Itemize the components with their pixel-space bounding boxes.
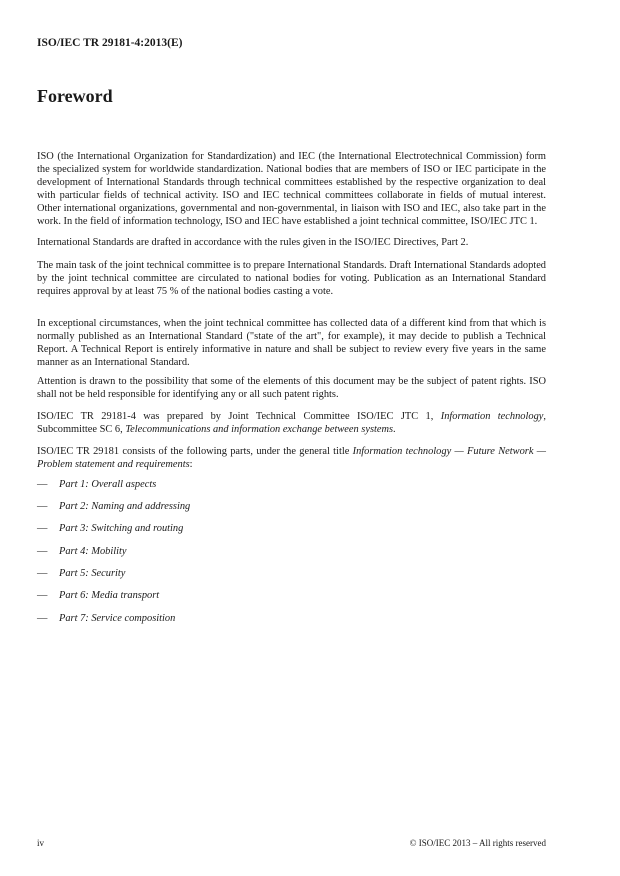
- section-title: Foreword: [37, 86, 113, 106]
- text: ISO/IEC TR 29181-4 was prepared by Joint Technical Committee ISO/IEC JTC 1,: [37, 411, 441, 422]
- text: :: [189, 459, 193, 470]
- dash: —: [37, 479, 48, 490]
- page-number: iv: [37, 838, 45, 848]
- copyright: © ISO/IEC 2013 – All rights reserved: [409, 838, 546, 848]
- list-item: [37, 612, 546, 625]
- text-italic: Telecommunications and information exchange between systems: [125, 424, 394, 435]
- paragraph: International Standards are drafted in accordance with the rules given in the ISO/IEC Directives, Part 2.: [37, 237, 469, 248]
- text: , Subcommittee SC 6,: [37, 411, 546, 435]
- text: .: [393, 424, 396, 435]
- part-title: Part 4: Mobility: [59, 546, 127, 557]
- paragraph: ISO (the International Organization for Standardization) and IEC (the International Electrotechnical Commission) form the specialized system for worldwide standardization. National bodies that are members of ISO or IEC participate in the development of International Standards through technical committees established by the respective organization to deal with particular fields of technical activity. ISO and IEC technical committees collaborate in fields of mutual interest. Other international organizations, governmental and non-governmental, in liaison with ISO and IEC, also take part in the work. In the field of information technology, ISO and IEC have established a joint technical committee, ISO/IEC JTC 1.: [37, 151, 546, 227]
- list-item: [37, 522, 546, 535]
- part-title: Part 6: Media transport: [59, 590, 160, 601]
- list-item: [37, 545, 546, 558]
- part-title: Part 7: Service composition: [59, 613, 176, 624]
- document-header: ISO/IEC TR 29181-4:2013(E): [37, 37, 183, 49]
- dash: —: [37, 613, 48, 624]
- text-italic: Information technology: [440, 411, 544, 422]
- list-item: [37, 567, 546, 580]
- dash: —: [37, 523, 48, 534]
- dash: —: [37, 590, 48, 601]
- dash: —: [37, 546, 48, 557]
- text: ISO/IEC TR 29181 consists of the following parts, under the general title: [37, 446, 353, 457]
- part-title: Part 1: Overall aspects: [59, 479, 157, 490]
- dash: —: [37, 501, 48, 512]
- paragraph: Attention is drawn to the possibility that some of the elements of this document may be the subject of patent rights. ISO shall not be held responsible for identifying any or all such patent rights.: [37, 376, 546, 400]
- paragraph-parts-intro: [37, 445, 546, 471]
- list-item: [37, 500, 546, 513]
- list-item: [37, 589, 546, 602]
- paragraph-prepared-by: [37, 410, 546, 436]
- part-title: Part 3: Switching and routing: [59, 523, 184, 534]
- paragraph: In exceptional circumstances, when the joint technical committee has collected data of a different kind from that which is normally published as an International Standard ("state of the art", for example), it may decide to publish a Technical Report. A Technical Report is entirely informative in nature and shall be subject to review every five years in the same manner as an International Standard.: [37, 318, 546, 368]
- part-title: Part 2: Naming and addressing: [59, 501, 191, 512]
- text-italic: Information technology — Future Network — Problem statement and requirements: [37, 446, 546, 470]
- dash: —: [37, 568, 48, 579]
- page-footer: [37, 838, 546, 848]
- paragraph: The main task of the joint technical committee is to prepare International Standards. Draft International Standards adopted by the joint technical committee are circulated to national bodies for voting. Publication as an International Standard requires approval by at least 75 % of the national bodies casting a vote.: [37, 260, 546, 297]
- part-title: Part 5: Security: [59, 568, 126, 579]
- list-item: [37, 478, 546, 491]
